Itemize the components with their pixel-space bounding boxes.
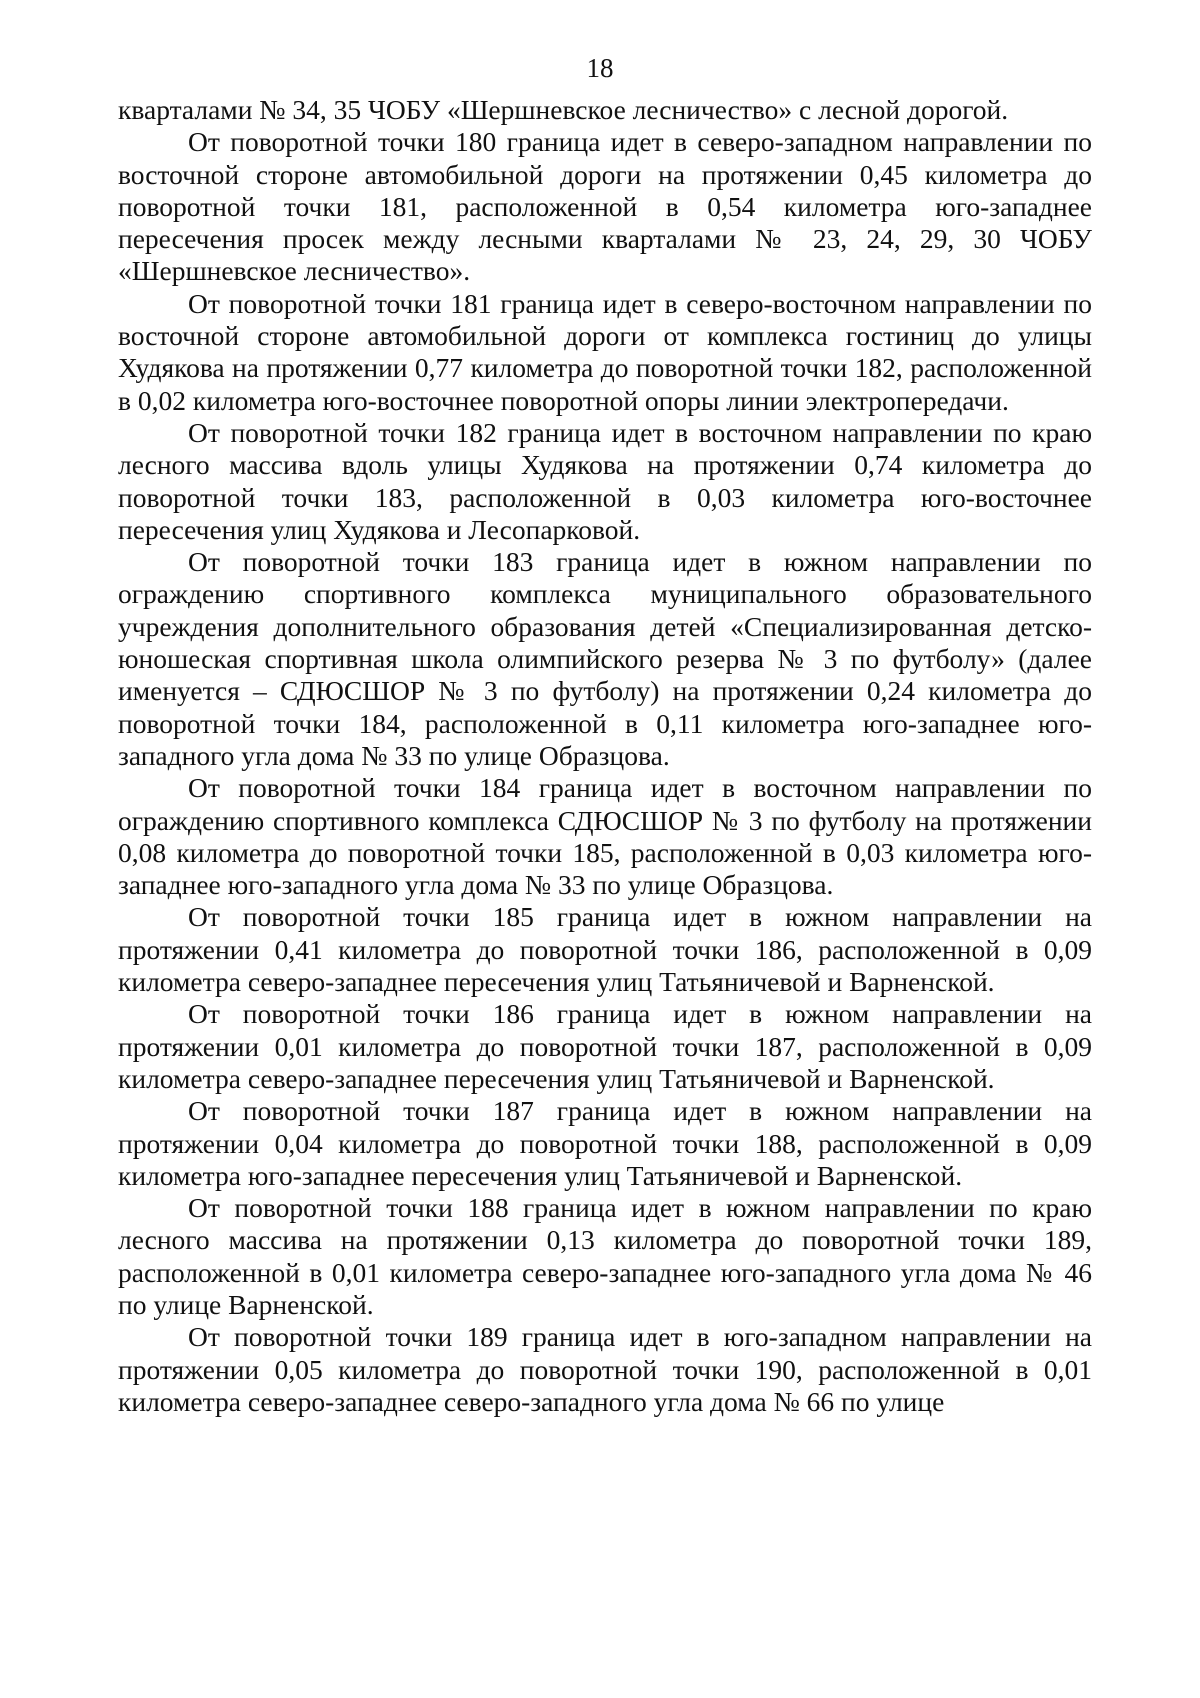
document-body (118, 94, 1092, 1418)
paragraph-point-189: От поворотной точки 189 граница идет в юго-западном направлении на протяжении 0,05 километра до поворотной точки 190, расположенной в 0,01 километра северо-западнее северо-западного угла дома № 66 по улице (118, 1321, 1092, 1417)
paragraph-point-181: От поворотной точки 181 граница идет в северо-восточном направлении по восточной стороне автомобильной дороги от комплекса гостиниц до улицы Худякова на протяжении 0,77 километра до поворотной точки 182, расположенной в 0,02 километра юго-восточнее поворотной опоры линии электропередачи. (118, 287, 1092, 416)
paragraph-point-180: От поворотной точки 180 граница идет в северо-западном направлении по восточной стороне автомобильной дороги на протяжении 0,45 километра до поворотной точки 181, расположенной в 0,54 километра юго-западнее пересечения просек между лесными кварталами № 23, 24, 29, 30 ЧОБУ «Шершневское лесничество». (118, 126, 1092, 287)
paragraph-point-186: От поворотной точки 186 граница идет в южном направлении на протяжении 0,01 километра до поворотной точки 187, расположенной в 0,09 километра северо-западнее пересечения улиц Татьяничевой и Варненской. (118, 998, 1092, 1094)
paragraph-point-182: От поворотной точки 182 граница идет в восточном направлении по краю лесного массива вдоль улицы Худякова на протяжении 0,74 километра до поворотной точки 183, расположенной в 0,03 километра юго-восточнее пересечения улиц Худякова и Лесопарковой. (118, 416, 1092, 545)
paragraph-point-183: От поворотной точки 183 граница идет в южном направлении по ограждению спортивного комплекса муниципального образовательного учреждения дополнительного образования детей «Специализированная детско-юношеская спортивная школа олимпийского резерва № 3 по футболу» (далее именуется – СДЮСШОР № 3 по футболу) на протяжении 0,24 километра до поворотной точки 184, расположенной в 0,11 километра юго-западнее юго-западного угла дома № 33 по улице Образцова. (118, 546, 1092, 771)
paragraph-point-187: От поворотной точки 187 граница идет в южном направлении на протяжении 0,04 километра до поворотной точки 188, расположенной в 0,09 километра юго-западнее пересечения улиц Татьяничевой и Варненской. (118, 1095, 1092, 1191)
paragraph-continuation: кварталами № 34, 35 ЧОБУ «Шершневское лесничество» с лесной дорогой. (118, 94, 1009, 125)
paragraph-point-185: От поворотной точки 185 граница идет в южном направлении на протяжении 0,41 километра до поворотной точки 186, расположенной в 0,09 километра северо-западнее пересечения улиц Татьяничевой и Варненской. (118, 901, 1092, 998)
page-number: 18 (586, 53, 614, 83)
paragraph-point-184: От поворотной точки 184 граница идет в восточном направлении по ограждению спортивного комплекса СДЮСШОР № 3 по футболу на протяжении 0,08 километра до поворотной точки 185, расположенной в 0,03 километра юго-западнее юго-западного угла дома № 33 по улице Образцова. (118, 772, 1092, 901)
paragraph-point-188: От поворотной точки 188 граница идет в южном направлении по краю лесного массива на протяжении 0,13 километра до поворотной точки 189, расположенной в 0,01 километра северо-западнее юго-западного угла дома № 46 по улице Варненской. (118, 1192, 1092, 1320)
